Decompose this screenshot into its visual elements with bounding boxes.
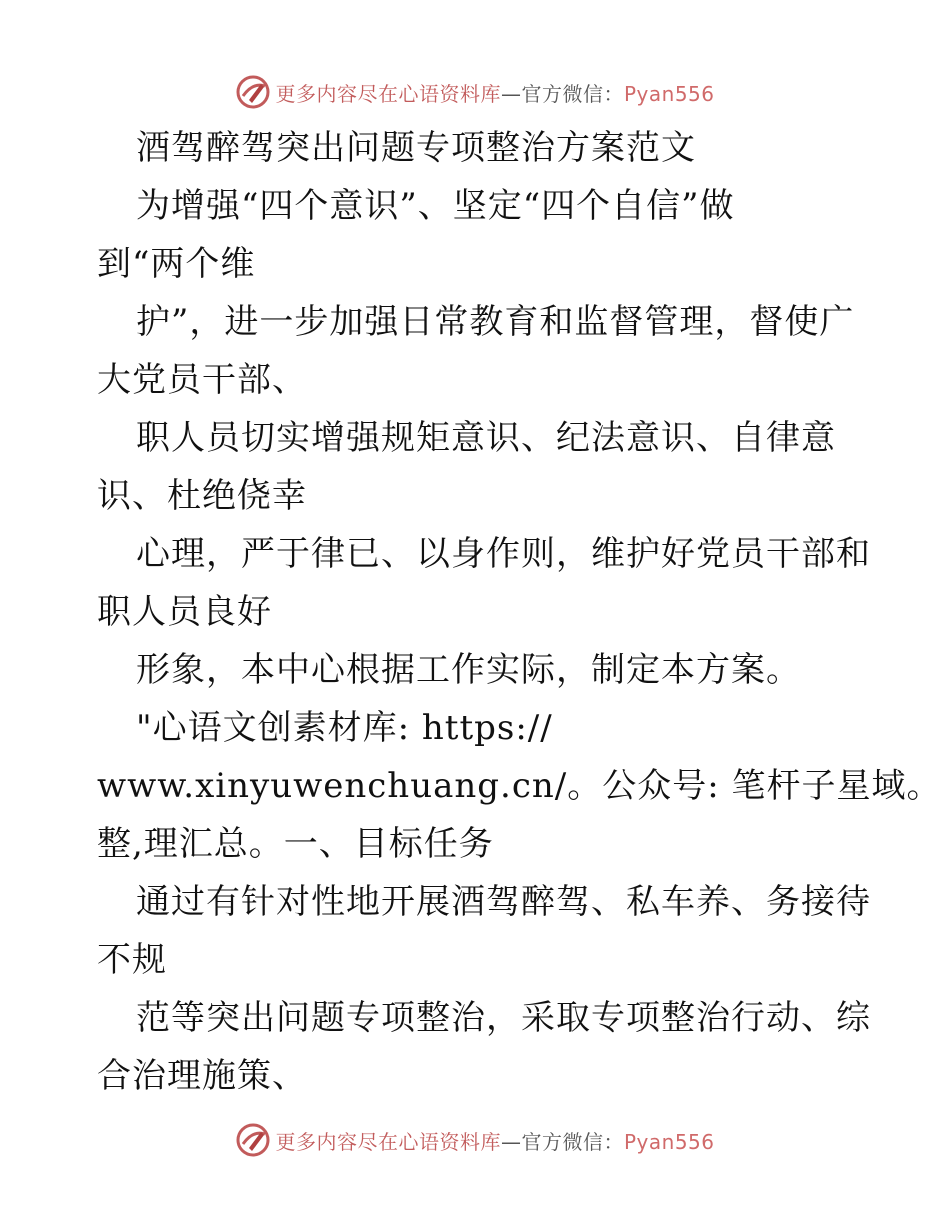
watermark-official-label: 官方微信： xyxy=(521,1129,624,1154)
paragraph-line: 职人员良好 xyxy=(97,592,272,632)
paragraph-line: 为增强“四个意识”、坚定“四个自信”做 xyxy=(136,186,735,226)
paragraph-line: 不规 xyxy=(97,940,167,980)
watermark-wechat-id: Pyan556 xyxy=(623,81,715,106)
pen-swirl-logo-icon xyxy=(235,1122,271,1158)
document-title: 酒驾醉驾突出问题专项整治方案范文 xyxy=(136,128,696,168)
paragraph-line: 大党员干部、 xyxy=(97,360,307,400)
paragraph-line: www.xinyuwenchuang.cn/。公众号: 笔杆子星域。 xyxy=(97,766,942,806)
watermark-site-text: 更多内容尽在心语资料库 xyxy=(275,1129,501,1154)
paragraph-line: 合治理施策、 xyxy=(97,1056,307,1096)
watermark-dash: — xyxy=(500,81,522,106)
paragraph-line: 范等突出问题专项整治，采取专项整治行动、综 xyxy=(136,998,871,1038)
watermark-wechat-id: Pyan556 xyxy=(623,1129,715,1154)
paragraph-line: 形象，本中心根据工作实际，制定本方案。 xyxy=(136,650,801,690)
paragraph-line: "心语文创素材库: https:// xyxy=(136,708,553,748)
paragraph-line: 到“两个维 xyxy=(97,244,256,284)
watermark-site-text: 更多内容尽在心语资料库 xyxy=(275,81,501,106)
watermark-text xyxy=(275,1126,714,1155)
header-watermark-banner xyxy=(0,72,950,112)
watermark-dash: — xyxy=(500,1129,522,1154)
paragraph-line: 识、杜绝侥幸 xyxy=(97,476,307,516)
watermark-official-label: 官方微信： xyxy=(521,81,624,106)
paragraph-line: 整,理汇总。一、目标任务 xyxy=(97,824,494,864)
paragraph-line: 职人员切实增强规矩意识、纪法意识、自律意 xyxy=(136,418,836,458)
footer-watermark-banner xyxy=(0,1120,950,1160)
paragraph-line: 心理，严于律已、以身作则，维护好党员干部和 xyxy=(136,534,871,574)
pen-swirl-logo-icon xyxy=(235,74,271,110)
paragraph-line: 通过有针对性地开展酒驾醉驾、私车养、务接待 xyxy=(136,882,871,922)
watermark-text xyxy=(275,78,714,107)
paragraph-line: 护”，进一步加强日常教育和监督管理，督使广 xyxy=(136,302,855,342)
